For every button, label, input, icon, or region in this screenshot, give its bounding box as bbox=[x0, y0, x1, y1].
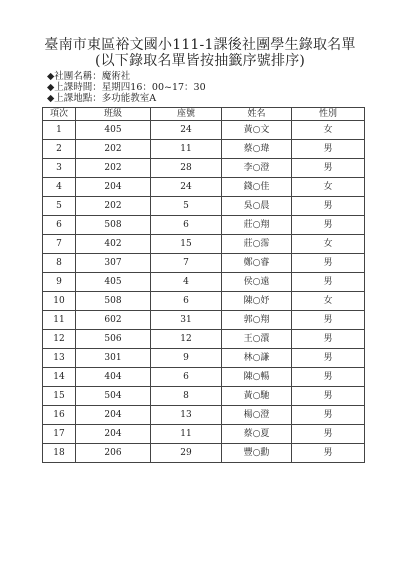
table-row bbox=[43, 349, 365, 368]
cell-seat: 5 bbox=[151, 197, 222, 216]
cell-seat: 31 bbox=[151, 311, 222, 330]
cell-index: 15 bbox=[43, 387, 76, 406]
cell-gender: 男 bbox=[292, 197, 365, 216]
cell-gender: 男 bbox=[292, 368, 365, 387]
cell-name: 林○謙 bbox=[222, 349, 292, 368]
cell-class: 508 bbox=[76, 216, 151, 235]
cell-index: 1 bbox=[43, 121, 76, 140]
cell-class: 202 bbox=[76, 140, 151, 159]
document-subtitle: (以下錄取名單皆按抽籤序號排序) bbox=[94, 53, 306, 69]
cell-class: 307 bbox=[76, 254, 151, 273]
cell-class: 404 bbox=[76, 368, 151, 387]
cell-gender: 男 bbox=[292, 273, 365, 292]
cell-index: 18 bbox=[43, 444, 76, 463]
cell-gender: 男 bbox=[292, 330, 365, 349]
table-header-row bbox=[43, 108, 365, 121]
cell-name: 莊○翔 bbox=[222, 216, 292, 235]
cell-gender: 女 bbox=[292, 292, 365, 311]
cell-class: 204 bbox=[76, 178, 151, 197]
cell-name: 黃○馳 bbox=[222, 387, 292, 406]
cell-index: 7 bbox=[43, 235, 76, 254]
cell-index: 11 bbox=[43, 311, 76, 330]
cell-gender: 女 bbox=[292, 121, 365, 140]
table-row bbox=[43, 159, 365, 178]
cell-name: 陳○暢 bbox=[222, 368, 292, 387]
table-row bbox=[43, 254, 365, 273]
header-name: 姓名 bbox=[222, 108, 292, 121]
cell-index: 17 bbox=[43, 425, 76, 444]
cell-name: 李○澄 bbox=[222, 159, 292, 178]
table-row bbox=[43, 273, 365, 292]
cell-seat: 11 bbox=[151, 140, 222, 159]
cell-name: 錢○佳 bbox=[222, 178, 292, 197]
table-row bbox=[43, 425, 365, 444]
cell-gender: 女 bbox=[292, 178, 365, 197]
cell-seat: 6 bbox=[151, 216, 222, 235]
cell-gender: 男 bbox=[292, 254, 365, 273]
cell-name: 蔡○瑋 bbox=[222, 140, 292, 159]
cell-seat: 8 bbox=[151, 387, 222, 406]
cell-name: 黃○文 bbox=[222, 121, 292, 140]
cell-class: 405 bbox=[76, 273, 151, 292]
table-row bbox=[43, 406, 365, 425]
table-row bbox=[43, 368, 365, 387]
cell-gender: 男 bbox=[292, 140, 365, 159]
cell-name: 王○澴 bbox=[222, 330, 292, 349]
cell-seat: 7 bbox=[151, 254, 222, 273]
cell-name: 豐○勳 bbox=[222, 444, 292, 463]
class-location: ◆上課地點：多功能教室A bbox=[47, 93, 157, 104]
cell-index: 10 bbox=[43, 292, 76, 311]
header-seat: 座號 bbox=[151, 108, 222, 121]
cell-class: 202 bbox=[76, 197, 151, 216]
cell-name: 鄭○睿 bbox=[222, 254, 292, 273]
cell-name: 侯○遠 bbox=[222, 273, 292, 292]
table-row bbox=[43, 235, 365, 254]
table-row bbox=[43, 311, 365, 330]
cell-index: 6 bbox=[43, 216, 76, 235]
cell-seat: 9 bbox=[151, 349, 222, 368]
cell-index: 9 bbox=[43, 273, 76, 292]
cell-gender: 男 bbox=[292, 159, 365, 178]
cell-index: 13 bbox=[43, 349, 76, 368]
header-gender: 性別 bbox=[292, 108, 365, 121]
cell-class: 204 bbox=[76, 425, 151, 444]
cell-seat: 13 bbox=[151, 406, 222, 425]
cell-class: 301 bbox=[76, 349, 151, 368]
cell-seat: 11 bbox=[151, 425, 222, 444]
cell-index: 12 bbox=[43, 330, 76, 349]
cell-class: 206 bbox=[76, 444, 151, 463]
cell-index: 14 bbox=[43, 368, 76, 387]
cell-name: 楊○澄 bbox=[222, 406, 292, 425]
club-name: ◆社團名稱：魔術社 bbox=[47, 71, 131, 82]
cell-gender: 男 bbox=[292, 425, 365, 444]
table-row bbox=[43, 121, 365, 140]
admission-table bbox=[42, 107, 365, 463]
document-title: 臺南市東區裕文國小111-1課後社團學生錄取名單 bbox=[44, 37, 356, 53]
cell-name: 陳○妤 bbox=[222, 292, 292, 311]
table-row bbox=[43, 216, 365, 235]
table-row bbox=[43, 387, 365, 406]
cell-seat: 15 bbox=[151, 235, 222, 254]
cell-name: 蔡○夏 bbox=[222, 425, 292, 444]
cell-class: 504 bbox=[76, 387, 151, 406]
table-row bbox=[43, 140, 365, 159]
cell-name: 吳○晨 bbox=[222, 197, 292, 216]
cell-gender: 男 bbox=[292, 349, 365, 368]
cell-seat: 6 bbox=[151, 368, 222, 387]
cell-class: 508 bbox=[76, 292, 151, 311]
class-time: ◆上課時間：星期四16：00~17：30 bbox=[47, 82, 206, 93]
table-row bbox=[43, 292, 365, 311]
table-row bbox=[43, 330, 365, 349]
cell-seat: 29 bbox=[151, 444, 222, 463]
cell-class: 204 bbox=[76, 406, 151, 425]
cell-seat: 6 bbox=[151, 292, 222, 311]
cell-seat: 24 bbox=[151, 178, 222, 197]
cell-index: 5 bbox=[43, 197, 76, 216]
cell-gender: 男 bbox=[292, 216, 365, 235]
cell-index: 2 bbox=[43, 140, 76, 159]
cell-index: 8 bbox=[43, 254, 76, 273]
cell-gender: 男 bbox=[292, 444, 365, 463]
table-row bbox=[43, 178, 365, 197]
cell-class: 405 bbox=[76, 121, 151, 140]
cell-gender: 男 bbox=[292, 311, 365, 330]
cell-gender: 女 bbox=[292, 235, 365, 254]
cell-gender: 男 bbox=[292, 406, 365, 425]
cell-seat: 24 bbox=[151, 121, 222, 140]
cell-class: 602 bbox=[76, 311, 151, 330]
header-class: 班級 bbox=[76, 108, 151, 121]
cell-index: 4 bbox=[43, 178, 76, 197]
cell-name: 莊○霈 bbox=[222, 235, 292, 254]
header-index: 項次 bbox=[43, 108, 76, 121]
cell-seat: 28 bbox=[151, 159, 222, 178]
cell-seat: 4 bbox=[151, 273, 222, 292]
cell-class: 402 bbox=[76, 235, 151, 254]
table-row bbox=[43, 444, 365, 463]
cell-name: 郭○翔 bbox=[222, 311, 292, 330]
table-row bbox=[43, 197, 365, 216]
cell-index: 3 bbox=[43, 159, 76, 178]
cell-gender: 男 bbox=[292, 387, 365, 406]
cell-seat: 12 bbox=[151, 330, 222, 349]
cell-class: 202 bbox=[76, 159, 151, 178]
cell-class: 506 bbox=[76, 330, 151, 349]
cell-index: 16 bbox=[43, 406, 76, 425]
